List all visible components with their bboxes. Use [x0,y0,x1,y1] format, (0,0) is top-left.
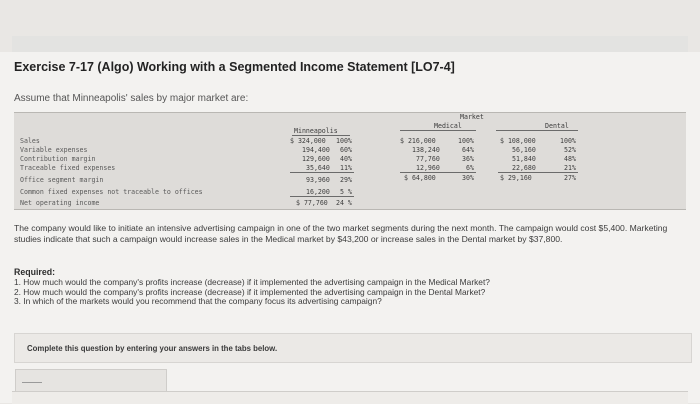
cell: 100% [336,137,352,145]
required-item-1: 1. How much would the company's profits increase (decrease) if it implemented the advertising campaign in the Medical Market? [14,277,490,287]
answer-panel [12,391,688,404]
required-list [14,278,690,307]
cell: 64% [462,146,474,154]
cell: 36% [462,155,474,163]
row-label-variable-expenses: Variable expenses [20,146,88,154]
col-header-dental: Dental [545,122,569,130]
cell: $ 29,160 [500,174,532,182]
cell: 51,840 [512,155,536,163]
answer-tab-required-1[interactable] [15,369,167,392]
row-label-common-fixed: Common fixed expenses not traceable to offices [20,188,203,196]
cell: 24 % [336,199,352,207]
cell: 56,160 [512,146,536,154]
cell: 138,240 [412,146,440,154]
segmented-income-statement [14,112,686,210]
cell: 93,960 [306,176,330,184]
cell: 29% [340,176,352,184]
row-label-net-operating-income: Net operating income [20,199,100,207]
cell: 21% [564,164,576,172]
cell: $ 64,800 [404,174,436,182]
cell: 30% [462,174,474,182]
browser-top-bar [12,36,688,53]
cell: 77,760 [416,155,440,163]
required-item-2: 2. How much would the company's profits increase (decrease) if it implemented the advertising campaign in the Dental Market? [14,286,486,297]
row-label-segment-margin: Office segment margin [20,176,104,184]
instructions-text: Complete this question by entering your answers in the tabs below. [27,344,278,353]
cell: 22,680 [512,164,536,172]
cell: 11% [340,164,352,172]
cell: 27% [564,174,576,182]
assumption-text: Assume that Minneapolis' sales by major market are: [14,93,249,104]
required-heading: Required: [14,267,56,277]
cell: $ 216,000 [400,137,436,145]
cell: 12,960 [416,164,440,172]
market-header: Market [460,113,484,121]
row-label-sales: Sales [20,137,40,145]
cell: 60% [340,146,352,154]
exercise-title: Exercise 7-17 (Algo) Working with a Segmented Income Statement [LO7-4] [14,60,455,74]
cell: 48% [564,155,576,163]
cell: 194,400 [302,146,330,154]
cell: 40% [340,155,352,163]
cell: $ 77,760 [296,199,328,207]
col-header-minneapolis: Minneapolis [294,127,338,135]
cell: 5 % [340,188,352,196]
row-label-contribution-margin: Contribution margin [20,155,96,163]
col-header-medical: Medical [434,122,462,130]
cell: 35,640 [306,164,330,172]
required-item-3: 3. In which of the markets would you recommend that the company focus its advertising campaign? [14,296,382,307]
cell: 129,600 [302,155,330,163]
cell: 100% [560,137,576,145]
cell: 52% [564,146,576,154]
tab-indicator-icon [22,382,42,383]
row-label-traceable-fixed: Traceable fixed expenses [20,164,116,172]
cell: 100% [458,137,474,145]
campaign-paragraph: The company would like to initiate an intensive advertising campaign in one of the two market segments during the next month. The campaign would cost $5,400. Marketing studies indicate that such a campaign would increase sales in the Medical market by $43,200 or increase sales in the Dental market by $37,800. [14,223,668,244]
cell: 6% [466,164,474,172]
cell: $ 324,000 [290,137,326,145]
cell: $ 108,000 [500,137,536,145]
cell: 16,200 [306,188,330,196]
